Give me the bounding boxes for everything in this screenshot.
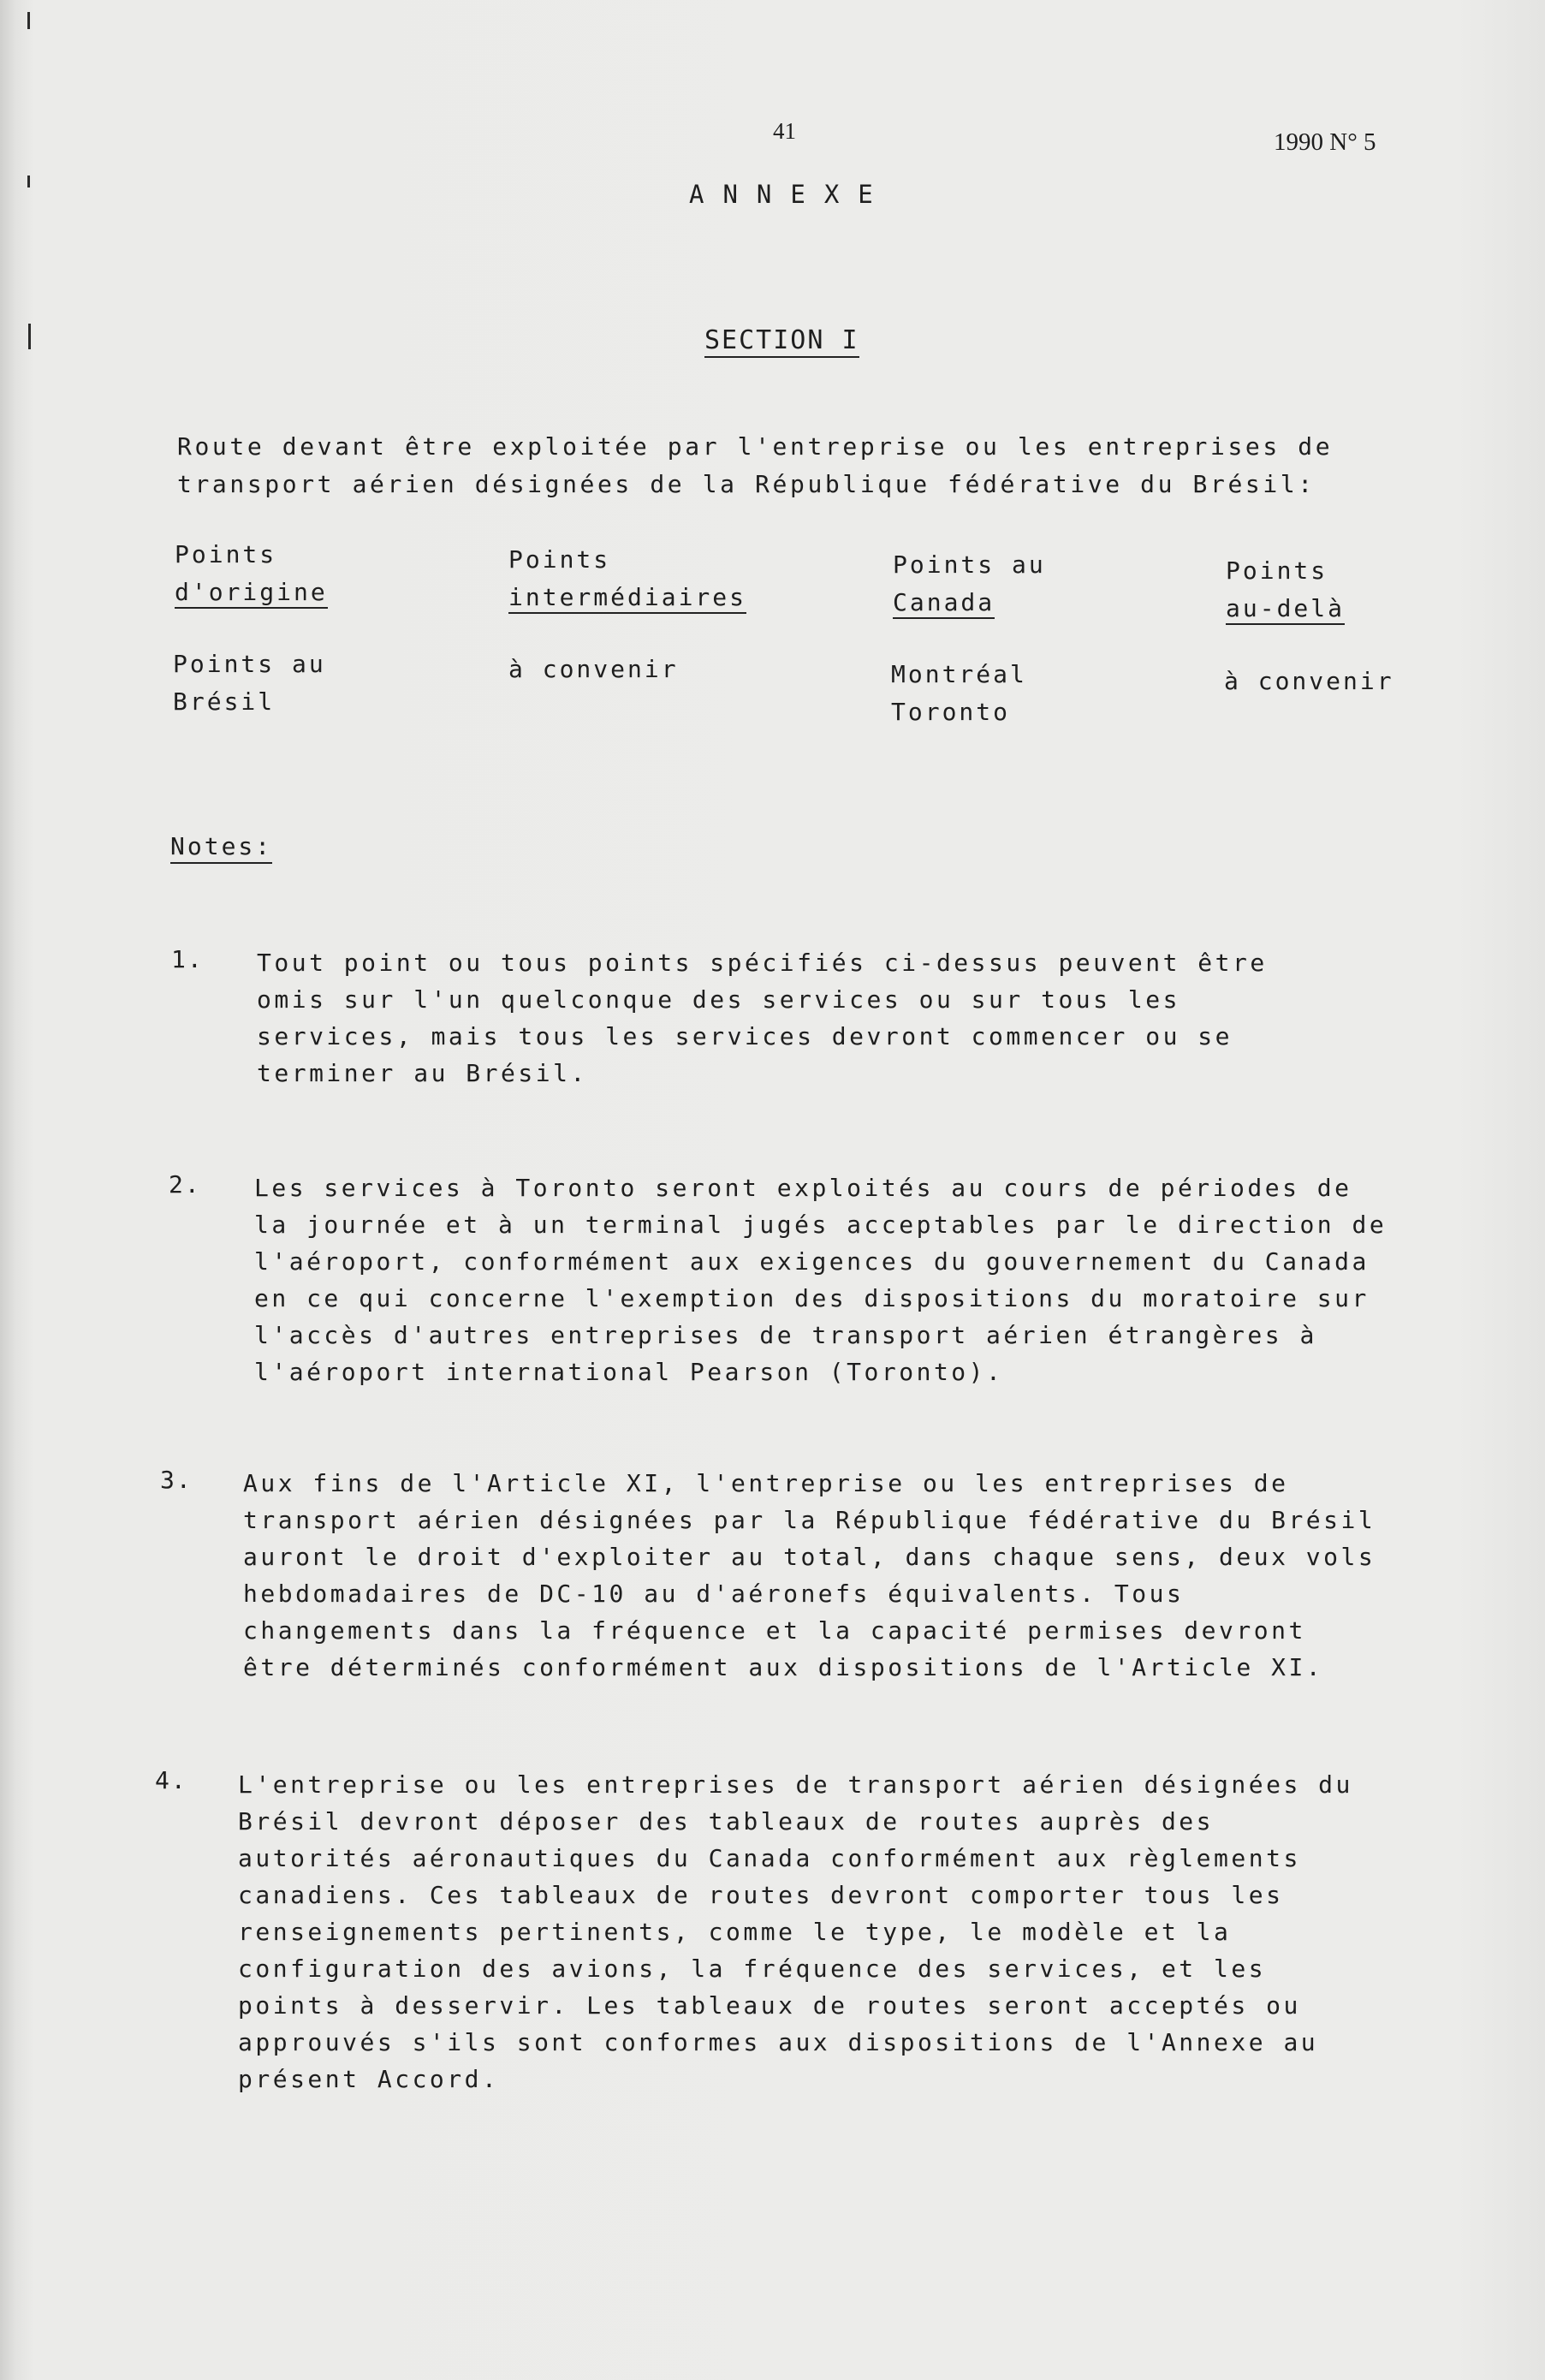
note-number: 1. (171, 945, 204, 973)
notes-label: Notes: (170, 832, 272, 864)
value-points-intermediaires: à convenir (508, 655, 679, 683)
note-text: Les services à Toronto seront exploités au cours de périodes de la journée et à un terminal jugés acceptables par le direction de l'aéroport, conformément aux exigences du gouvernement du Canada en ce qui concerne l'exemption des dispositions du moratoire sur l'accès d'autres entreprises de transport aérien étrangères à l'aéroport international Pearson (Toronto). (254, 1174, 1388, 1386)
edge-mark (28, 324, 31, 349)
header-points-origine: Points d'origine (175, 536, 328, 611)
value-points-canada: Montréal Toronto (891, 660, 1027, 726)
header-points-intermediaires: Points intermédiaires (508, 541, 746, 616)
note-text: Aux fins de l'Article XI, l'entreprise ou les entreprises de transport aérien désignées par la République fédérative du Brésil auront le droit d'exploiter au total, dans chaque sens, deux vols hebdomadaires de DC-10 au d'aéronefs équivalents. Tous changements dans la fréquence et la capacité permises devront être déterminés conformément aux dispositions de l'Article XI. (243, 1469, 1376, 1681)
value-points-origine: Points au Brésil (173, 650, 326, 716)
header-points-canada: Points au Canada (893, 546, 1046, 622)
note-text: L'entreprise ou les entreprises de transport aérien désignées du Brésil devront déposer des tableaux de routes auprès des autorités aéronautiques du Canada conformément aux règlements canadiens. Ces tableaux de routes devront comporter tous les renseignements pertinents, comme le type, le modèle et la configuration des avions, la fréquence des services, et les points à desservir. Les tableaux de routes seront acceptés ou approuvés s'ils sont conformes aux dispositions de l'Annexe au présent Accord. (238, 1770, 1353, 2093)
intro-line: transport aérien désignées de la République fédérative du Brésil: (177, 470, 1316, 498)
note-number: 2. (169, 1170, 201, 1199)
header-points-au-dela: Points au-delà (1226, 552, 1345, 628)
edge-mark (27, 12, 30, 29)
intro-paragraph (177, 428, 1333, 503)
note-number: 4. (155, 1766, 187, 1794)
annex-title: ANNEXE (689, 180, 892, 209)
edge-mark (27, 176, 30, 187)
note-text: Tout point ou tous points spécifiés ci-dessus peuvent être omis sur l'un quelconque des services ou sur tous les services, mais tous les services devront commencer ou se terminer au Brésil. (257, 949, 1268, 1087)
intro-line: Route devant être exploitée par l'entreprise ou les entreprises de (177, 432, 1334, 461)
note-number: 3. (160, 1466, 193, 1494)
value-points-au-dela: à convenir (1224, 667, 1394, 695)
section-title: SECTION I (704, 325, 859, 358)
journal-reference: 1990 N° 5 (1274, 128, 1376, 156)
page-number: 41 (773, 118, 796, 144)
